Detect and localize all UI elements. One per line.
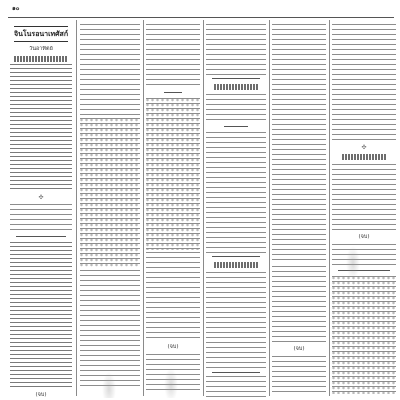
subheading-line [14, 56, 68, 62]
article-text [206, 132, 266, 254]
article-text [10, 204, 72, 232]
section-rule [212, 372, 260, 373]
column-3 [146, 20, 200, 398]
article-text [146, 252, 200, 340]
article-text [146, 24, 200, 88]
article-text [206, 376, 266, 398]
article-text [332, 24, 396, 142]
column-5 [272, 20, 326, 398]
article-text [146, 98, 200, 250]
column-heading: จินโนรอนาเทศัสก์ [14, 26, 68, 42]
column-divider [329, 20, 330, 396]
article-text [80, 118, 140, 268]
column-body-text [332, 20, 333, 21]
column-body-text [10, 20, 11, 21]
article-text [206, 24, 266, 76]
column-divider [269, 20, 270, 396]
section-rule [212, 256, 260, 257]
article-text [332, 276, 396, 394]
column-1 [10, 20, 72, 398]
page-running-head [8, 2, 394, 16]
article-text [206, 94, 266, 124]
end-mark: (จบ) [293, 346, 305, 352]
article-text [10, 64, 72, 192]
section-ornament: ✣ [361, 144, 367, 151]
article-text [272, 24, 326, 162]
end-mark: (จบ) [167, 344, 179, 350]
section-rule [16, 236, 66, 237]
column-divider [76, 20, 77, 396]
end-mark: (จบ) [35, 392, 47, 398]
page-number: ๑๐ [12, 5, 20, 12]
column-2 [80, 20, 140, 398]
subheading-line [214, 84, 258, 90]
article-text [80, 270, 140, 388]
article-text [80, 24, 140, 116]
column-body-text [80, 20, 81, 21]
section-ornament: ✣ [38, 194, 44, 201]
article-text [332, 244, 396, 266]
section-rule [164, 92, 182, 93]
article-text [272, 356, 326, 396]
article-text [272, 266, 326, 346]
faded-stamp [346, 246, 360, 280]
faded-stamp [102, 372, 116, 398]
article-text [332, 164, 396, 234]
subheading-line [214, 262, 258, 268]
end-mark: (จบ) [358, 234, 370, 240]
section-rule [212, 78, 260, 79]
column-divider [203, 20, 204, 396]
header-rule [8, 17, 394, 18]
faded-stamp [164, 368, 178, 398]
column-4 [206, 20, 266, 398]
article-text [272, 164, 326, 264]
section-rule [224, 126, 248, 127]
column-dateline: วันอาทิตย์ [29, 46, 53, 52]
subheading-line [342, 154, 386, 160]
column-body-text [206, 20, 207, 21]
column-6 [332, 20, 396, 398]
article-text [10, 242, 72, 390]
column-body-text [272, 20, 273, 21]
column-body-text [146, 20, 147, 21]
article-text [206, 272, 266, 368]
column-divider [143, 20, 144, 396]
